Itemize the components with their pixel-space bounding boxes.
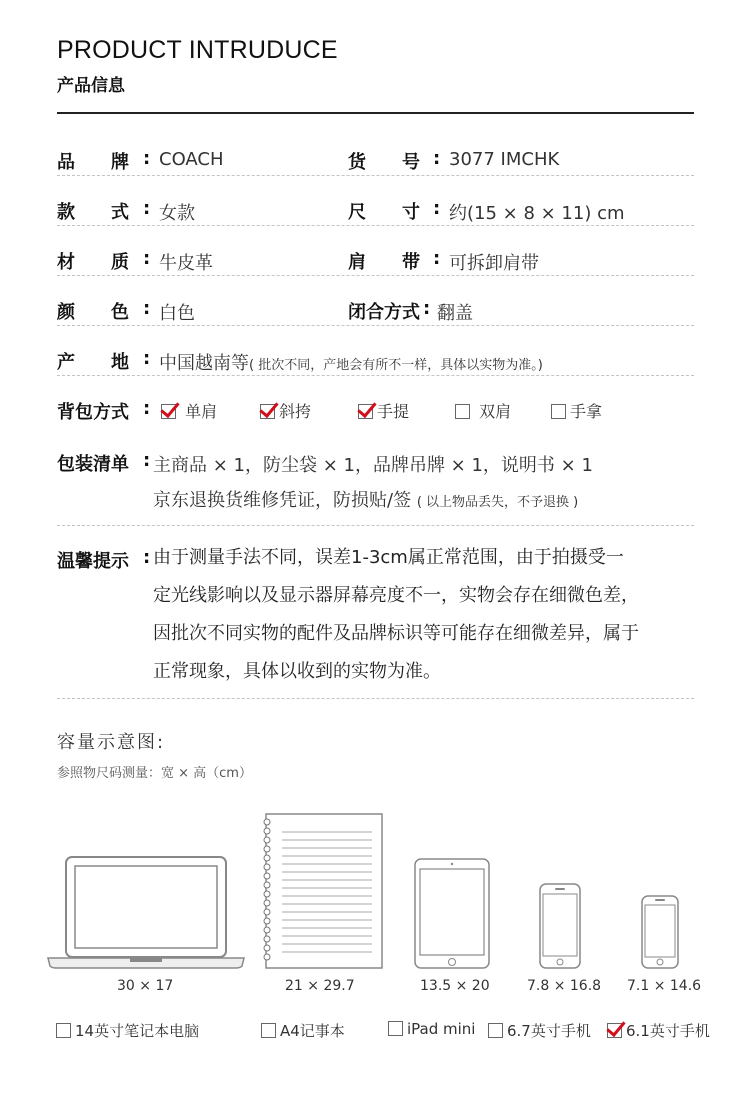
strap-label: 肩 带 xyxy=(348,252,420,273)
tips-label: 温馨提示 xyxy=(57,551,129,572)
material-value: 牛皮革 xyxy=(159,253,213,274)
option-label: 单肩 xyxy=(185,402,218,421)
device-label: A4记事本 xyxy=(280,1022,345,1040)
style-label: 款 式 xyxy=(57,202,129,223)
colon: : xyxy=(433,248,441,269)
option-label: 手拿 xyxy=(570,402,603,421)
checkbox-checked-icon[interactable] xyxy=(358,404,373,419)
device-label: iPad mini xyxy=(407,1020,476,1038)
colon: : xyxy=(143,198,151,219)
device-option-notebook[interactable] xyxy=(261,1020,345,1041)
package-note: ( 以上物品丢失，不予退换 ) xyxy=(416,495,579,510)
tips-line-4: 正常现象，具体以收到的实物为准。 xyxy=(153,661,441,682)
colon: : xyxy=(143,148,151,169)
material-label: 材 质 xyxy=(57,252,129,273)
carry-option-single-shoulder[interactable] xyxy=(161,399,217,422)
device-label: 14英寸笔记本电脑 xyxy=(75,1022,200,1040)
color-label: 颜 色 xyxy=(57,302,129,323)
checkbox-icon[interactable] xyxy=(455,404,470,419)
row-divider xyxy=(57,275,694,276)
section-divider xyxy=(57,698,694,699)
style-value: 女款 xyxy=(159,203,195,224)
capacity-title: 容量示意图: xyxy=(57,732,166,753)
colon: : xyxy=(143,248,151,269)
option-label: 手提 xyxy=(377,402,410,421)
checkbox-icon[interactable] xyxy=(551,404,566,419)
notebook-icon xyxy=(260,812,384,970)
tips-line-2: 定光线影响以及显示器屏幕亮度不一，实物会存在细微色差， xyxy=(153,585,639,606)
phone-large-dims: 7.8 × 16.8 xyxy=(527,978,602,994)
size-value: 约(15 × 8 × 11) cm xyxy=(449,203,625,224)
colon: : xyxy=(143,348,151,369)
package-line-2 xyxy=(153,486,578,512)
tablet-icon xyxy=(413,857,491,970)
colon: : xyxy=(433,148,441,169)
device-option-phone-small[interactable] xyxy=(607,1020,710,1041)
device-label: 6.1英寸手机 xyxy=(626,1022,710,1040)
colon: : xyxy=(143,450,151,471)
package-line-2-text: 京东退换货维修凭证，防损贴/签 xyxy=(153,490,412,511)
device-option-phone-large[interactable] xyxy=(488,1020,591,1041)
carry-label: 背包方式 xyxy=(57,402,129,423)
checkbox-icon[interactable] xyxy=(388,1021,403,1036)
color-value: 白色 xyxy=(159,303,195,324)
phone-small-icon xyxy=(640,894,680,970)
row-divider xyxy=(57,225,694,226)
carry-option-clutch[interactable] xyxy=(551,399,602,422)
origin-note: ( 批次不同，产地会有所不一样，具体以实物为准。) xyxy=(249,358,543,373)
laptop-dims: 30 × 17 xyxy=(117,978,174,994)
carry-option-backpack[interactable] xyxy=(455,399,511,422)
colon: : xyxy=(143,547,151,568)
brand-value: COACH xyxy=(159,149,224,170)
closure-label: 闭合方式 xyxy=(348,302,420,323)
title-zh: 产品信息 xyxy=(57,76,125,96)
colon: : xyxy=(423,298,431,319)
device-option-tablet[interactable] xyxy=(388,1020,475,1038)
row-divider xyxy=(57,175,694,176)
option-label: 斜挎 xyxy=(279,402,312,421)
title-en: PRODUCT INTRUDUCE xyxy=(57,36,338,64)
tablet-dims: 13.5 × 20 xyxy=(420,978,490,994)
phone-large-icon xyxy=(538,882,582,970)
header-divider xyxy=(57,112,694,114)
package-line-1: 主商品 × 1，防尘袋 × 1，品牌吊牌 × 1，说明书 × 1 xyxy=(153,455,593,476)
row-divider xyxy=(57,375,694,376)
strap-value: 可拆卸肩带 xyxy=(449,253,539,274)
colon: : xyxy=(143,298,151,319)
colon: : xyxy=(143,398,151,419)
device-label: 6.7英寸手机 xyxy=(507,1022,591,1040)
laptop-icon xyxy=(46,854,246,970)
origin-value xyxy=(159,349,543,375)
tips-text xyxy=(153,539,698,691)
carry-option-crossbody[interactable] xyxy=(260,399,311,422)
tips-line-1: 由于测量手法不同，误差1-3cm属正常范围，由于拍摄受一 xyxy=(153,547,624,568)
checkbox-icon[interactable] xyxy=(488,1023,503,1038)
sku-label: 货 号 xyxy=(348,152,420,173)
tips-line-3: 因批次不同实物的配件及品牌标识等可能存在细微差异，属于 xyxy=(153,623,639,644)
checkbox-icon[interactable] xyxy=(56,1023,71,1038)
checkbox-icon[interactable] xyxy=(261,1023,276,1038)
checkbox-checked-icon[interactable] xyxy=(161,404,176,419)
carry-option-handheld[interactable] xyxy=(358,399,409,422)
closure-value: 翻盖 xyxy=(437,303,473,324)
row-divider xyxy=(57,325,694,326)
notebook-dims: 21 × 29.7 xyxy=(285,978,355,994)
checkbox-checked-icon[interactable] xyxy=(607,1023,622,1038)
device-option-laptop[interactable] xyxy=(56,1020,199,1041)
option-label: 双肩 xyxy=(479,402,512,421)
phone-small-dims: 7.1 × 14.6 xyxy=(627,978,702,994)
section-divider xyxy=(57,525,694,526)
origin-label: 产 地 xyxy=(57,352,129,373)
brand-label: 品 牌 xyxy=(57,152,129,173)
colon: : xyxy=(433,198,441,219)
capacity-subtitle: 参照物尺码测量：宽 × 高（cm） xyxy=(57,766,252,781)
package-label: 包装清单 xyxy=(57,454,129,475)
origin-text: 中国越南等 xyxy=(159,353,249,374)
size-label: 尺 寸 xyxy=(348,202,420,223)
sku-value: 3077 IMCHK xyxy=(449,149,560,170)
checkbox-checked-icon[interactable] xyxy=(260,404,275,419)
